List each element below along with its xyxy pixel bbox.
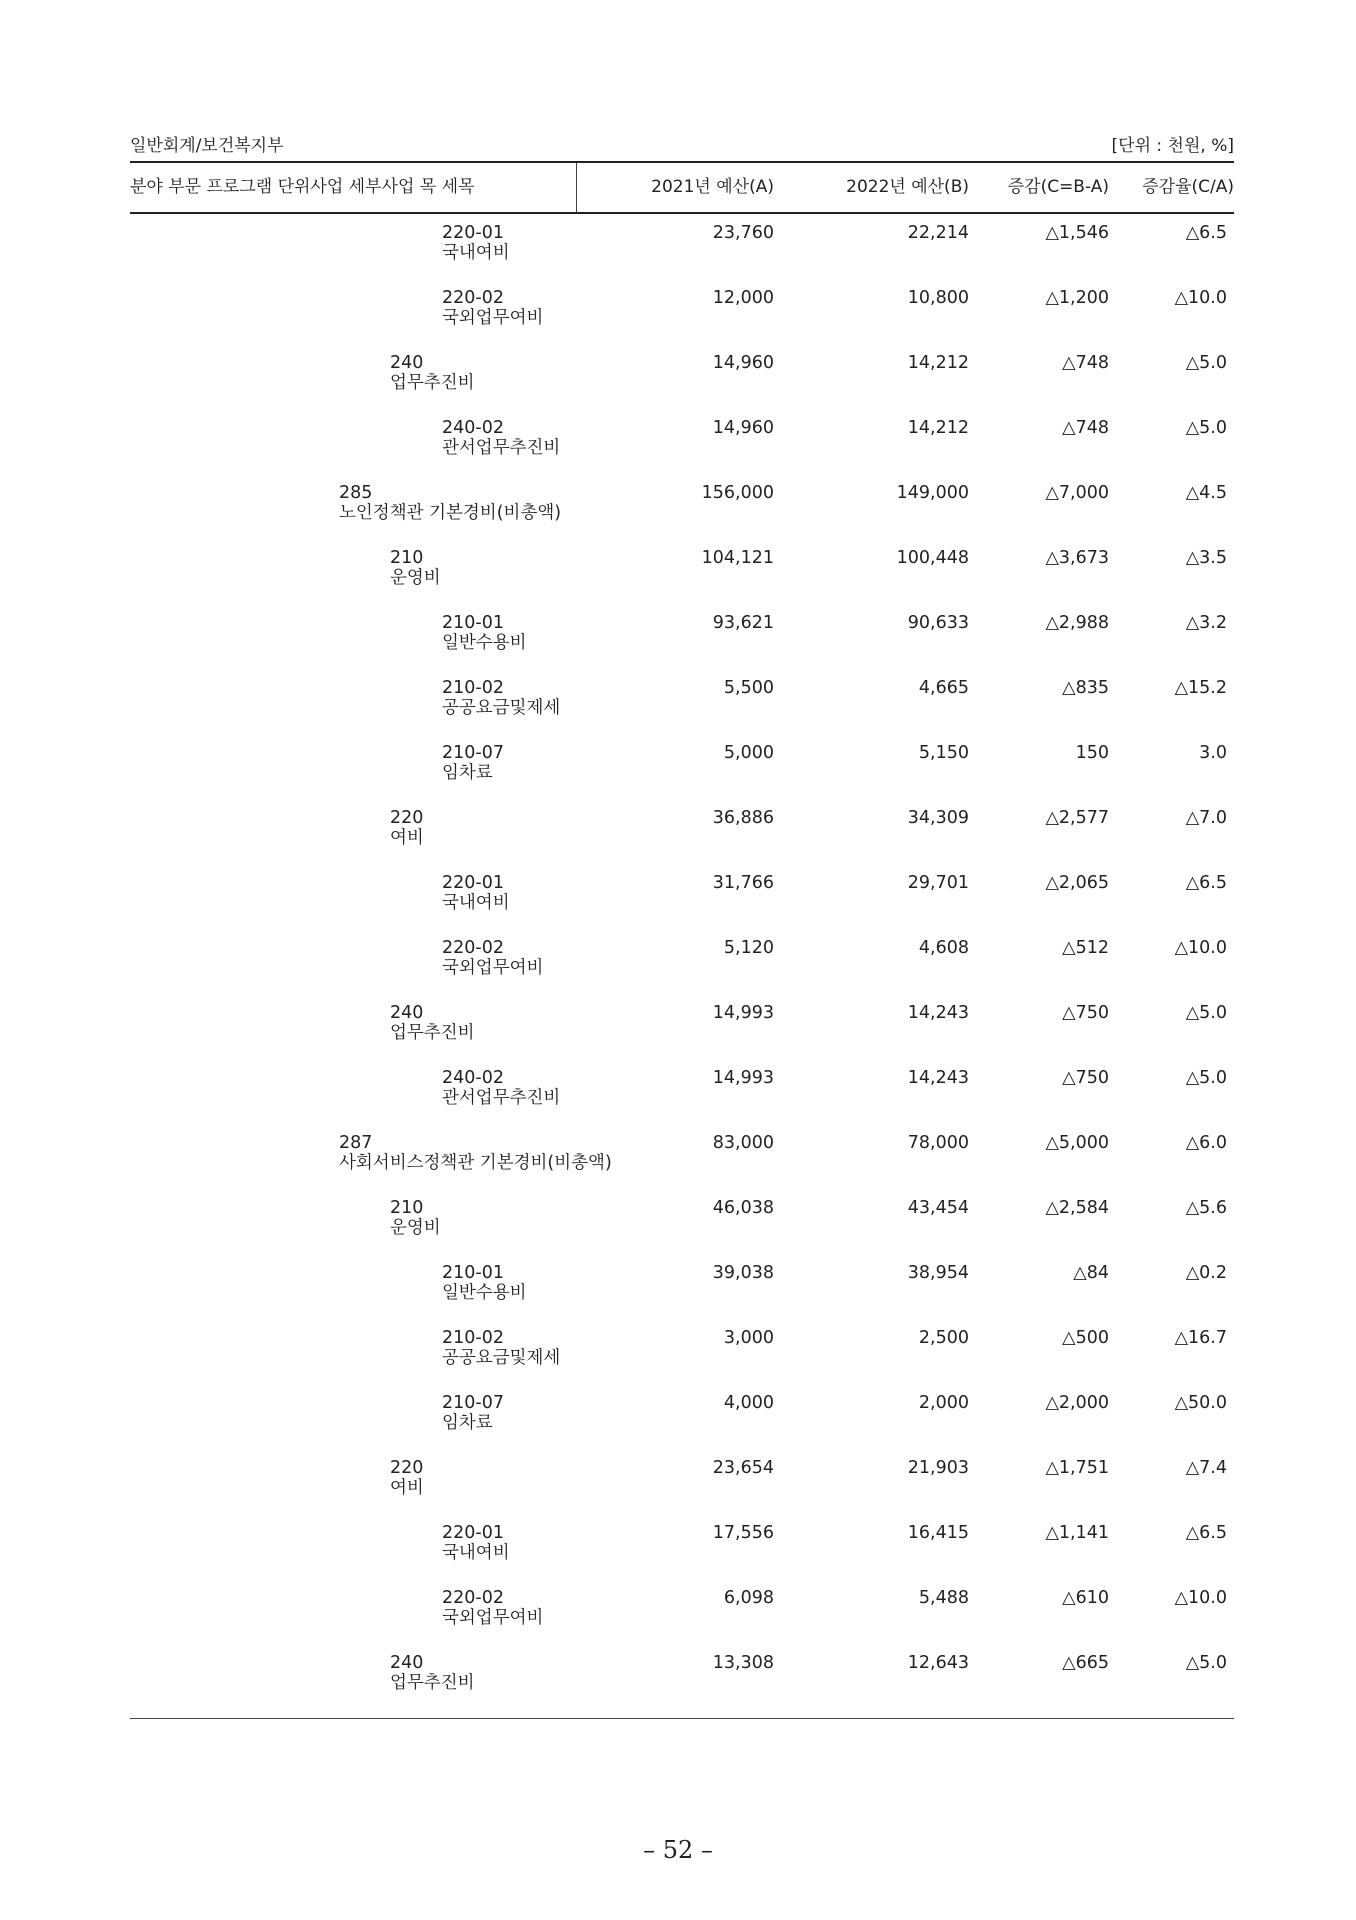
change-rate-cell: △3.5	[1185, 548, 1227, 568]
budget-2022-cell: 43,454	[907, 1198, 969, 1218]
row-label	[390, 548, 441, 588]
budget-2021-cell: 14,960	[712, 353, 774, 373]
table-row	[130, 1317, 1234, 1382]
item-code: 210-07	[442, 1393, 504, 1413]
column-header-budget-2021: 2021년 예산(A)	[651, 177, 774, 197]
table-row	[130, 602, 1234, 667]
item-code: 240	[390, 1003, 424, 1023]
budget-table-body	[130, 212, 1234, 1707]
budget-2022-cell: 4,608	[918, 938, 969, 958]
item-name: 국내여비	[442, 243, 510, 263]
budget-2022-cell: 14,243	[907, 1068, 969, 1088]
item-name: 국외업무여비	[442, 958, 544, 978]
table-row	[130, 1122, 1234, 1187]
table-row	[130, 1447, 1234, 1512]
table-row	[130, 1382, 1234, 1447]
row-label	[442, 418, 560, 458]
budget-2021-cell: 5,000	[723, 743, 774, 763]
item-code: 220-01	[442, 223, 504, 243]
section-title: 일반회계/보건복지부	[130, 136, 284, 156]
table-row	[130, 212, 1234, 277]
item-code: 220-02	[442, 938, 504, 958]
budget-2021-cell: 23,760	[712, 223, 774, 243]
change-cell: △512	[1062, 938, 1109, 958]
row-label	[390, 1003, 475, 1043]
change-cell: △2,000	[1045, 1393, 1109, 1413]
change-cell: △2,988	[1045, 613, 1109, 633]
item-code: 210	[390, 548, 424, 568]
item-code: 287	[339, 1133, 373, 1153]
change-rate-cell: △10.0	[1174, 288, 1227, 308]
item-name: 임차료	[442, 1413, 493, 1433]
item-code: 220-02	[442, 288, 504, 308]
change-cell: △665	[1062, 1653, 1109, 1673]
item-name: 임차료	[442, 763, 493, 783]
change-rate-cell: △6.5	[1185, 1523, 1227, 1543]
unit-label: [단위 : 천원, %]	[1111, 136, 1234, 156]
change-rate-cell: △5.0	[1185, 1653, 1227, 1673]
table-row	[130, 1577, 1234, 1642]
row-label	[390, 353, 475, 393]
row-label	[339, 483, 561, 523]
change-cell: △835	[1062, 678, 1109, 698]
row-label	[442, 1263, 527, 1303]
item-code: 210-01	[442, 613, 504, 633]
budget-2021-cell: 31,766	[712, 873, 774, 893]
item-code: 220-01	[442, 1523, 504, 1543]
table-row	[130, 472, 1234, 537]
table-row	[130, 407, 1234, 472]
change-rate-cell: △5.0	[1185, 418, 1227, 438]
row-label	[442, 1393, 504, 1433]
item-code: 210-07	[442, 743, 504, 763]
change-cell: △2,065	[1045, 873, 1109, 893]
item-code: 240	[390, 353, 424, 373]
change-cell: △2,577	[1045, 808, 1109, 828]
change-rate-cell: △7.0	[1185, 808, 1227, 828]
row-label	[442, 1068, 560, 1108]
row-label	[390, 1653, 475, 1693]
change-cell: △1,751	[1045, 1458, 1109, 1478]
row-label	[442, 678, 560, 718]
table-row	[130, 862, 1234, 927]
change-cell: 150	[1075, 743, 1109, 763]
table-row	[130, 1187, 1234, 1252]
item-code: 240	[390, 1653, 424, 1673]
budget-2021-cell: 36,886	[712, 808, 774, 828]
change-rate-cell: △6.0	[1185, 1133, 1227, 1153]
budget-2022-cell: 2,500	[918, 1328, 969, 1348]
budget-2022-cell: 5,488	[918, 1588, 969, 1608]
item-name: 관서업무추진비	[442, 1088, 561, 1108]
column-divider	[576, 163, 577, 212]
budget-2021-cell: 4,000	[723, 1393, 774, 1413]
table-row	[130, 927, 1234, 992]
budget-2022-cell: 78,000	[907, 1133, 969, 1153]
item-name: 국외업무여비	[442, 308, 544, 328]
table-row	[130, 277, 1234, 342]
table-row	[130, 342, 1234, 407]
row-label	[442, 288, 543, 328]
budget-2021-cell: 3,000	[723, 1328, 774, 1348]
item-name: 국외업무여비	[442, 1608, 544, 1628]
change-cell: △2,584	[1045, 1198, 1109, 1218]
budget-2021-cell: 93,621	[712, 613, 774, 633]
item-code: 210-01	[442, 1263, 504, 1283]
row-label	[442, 938, 543, 978]
item-code: 220-01	[442, 873, 504, 893]
item-name: 공공요금및제세	[442, 1348, 561, 1368]
table-row	[130, 1252, 1234, 1317]
change-cell: △1,141	[1045, 1523, 1109, 1543]
budget-2022-cell: 21,903	[907, 1458, 969, 1478]
budget-2021-cell: 5,500	[723, 678, 774, 698]
budget-2021-cell: 14,960	[712, 418, 774, 438]
table-row	[130, 667, 1234, 732]
budget-2021-cell: 83,000	[712, 1133, 774, 1153]
item-name: 운영비	[390, 1218, 441, 1238]
change-cell: △500	[1062, 1328, 1109, 1348]
table-row	[130, 1512, 1234, 1577]
budget-2021-cell: 39,038	[712, 1263, 774, 1283]
change-rate-cell: △10.0	[1174, 938, 1227, 958]
item-name: 국내여비	[442, 893, 510, 913]
table-row	[130, 732, 1234, 797]
table-column-headers	[130, 163, 1234, 212]
budget-2021-cell: 46,038	[712, 1198, 774, 1218]
change-cell: △750	[1062, 1068, 1109, 1088]
budget-2022-cell: 100,448	[896, 548, 969, 568]
row-label	[339, 1133, 612, 1173]
budget-2022-cell: 5,150	[918, 743, 969, 763]
change-rate-cell: △4.5	[1185, 483, 1227, 503]
budget-2021-cell: 23,654	[712, 1458, 774, 1478]
table-row	[130, 992, 1234, 1057]
budget-2022-cell: 29,701	[907, 873, 969, 893]
item-code: 240-02	[442, 1068, 504, 1088]
item-name: 국내여비	[442, 1543, 510, 1563]
table-row	[130, 1642, 1234, 1707]
row-label	[390, 1458, 424, 1498]
change-rate-cell: △10.0	[1174, 1588, 1227, 1608]
budget-2022-cell: 4,665	[918, 678, 969, 698]
item-name: 일반수용비	[442, 1283, 527, 1303]
item-code: 210-02	[442, 1328, 504, 1348]
item-code: 285	[339, 483, 373, 503]
change-rate-cell: △3.2	[1185, 613, 1227, 633]
item-code: 240-02	[442, 418, 504, 438]
item-code: 220-02	[442, 1588, 504, 1608]
item-name: 일반수용비	[442, 633, 527, 653]
budget-2021-cell: 12,000	[712, 288, 774, 308]
budget-2022-cell: 34,309	[907, 808, 969, 828]
change-rate-cell: △50.0	[1174, 1393, 1227, 1413]
budget-2022-cell: 10,800	[907, 288, 969, 308]
row-label	[442, 1588, 543, 1628]
item-name: 공공요금및제세	[442, 698, 561, 718]
budget-2022-cell: 38,954	[907, 1263, 969, 1283]
table-row	[130, 1057, 1234, 1122]
column-header-change: 증감(C=B-A)	[1007, 177, 1109, 197]
table-row	[130, 797, 1234, 862]
item-name: 운영비	[390, 568, 441, 588]
change-rate-cell: △15.2	[1174, 678, 1227, 698]
item-code: 210-02	[442, 678, 504, 698]
column-header-hierarchy: 분야 부문 프로그램 단위사업 세부사업 목 세목	[130, 177, 475, 197]
item-name: 여비	[390, 828, 424, 848]
page-header	[130, 131, 1234, 161]
item-name: 업무추진비	[390, 373, 475, 393]
column-header-change-rate: 증감율(C/A)	[1142, 177, 1234, 197]
column-header-budget-2022: 2022년 예산(B)	[846, 177, 969, 197]
budget-2022-cell: 90,633	[907, 613, 969, 633]
item-name: 업무추진비	[390, 1023, 475, 1043]
row-label	[442, 223, 510, 263]
change-rate-cell: △5.0	[1185, 353, 1227, 373]
budget-2022-cell: 2,000	[918, 1393, 969, 1413]
change-cell: △84	[1073, 1263, 1109, 1283]
row-label	[442, 613, 527, 653]
budget-2021-cell: 14,993	[712, 1003, 774, 1023]
row-label	[390, 808, 424, 848]
row-label	[442, 873, 510, 913]
change-cell: △1,546	[1045, 223, 1109, 243]
change-rate-cell: △7.4	[1185, 1458, 1227, 1478]
change-rate-cell: △0.2	[1185, 1263, 1227, 1283]
change-cell: △1,200	[1045, 288, 1109, 308]
budget-2022-cell: 16,415	[907, 1523, 969, 1543]
row-label	[442, 1523, 510, 1563]
budget-2021-cell: 6,098	[723, 1588, 774, 1608]
change-cell: △7,000	[1045, 483, 1109, 503]
change-cell: △3,673	[1045, 548, 1109, 568]
budget-2022-cell: 14,243	[907, 1003, 969, 1023]
item-name: 노인정책관 기본경비(비총액)	[339, 503, 562, 523]
item-code: 220	[390, 808, 424, 828]
item-code: 210	[390, 1198, 424, 1218]
budget-2021-cell: 5,120	[723, 938, 774, 958]
change-cell: △748	[1062, 353, 1109, 373]
change-rate-cell: △6.5	[1185, 873, 1227, 893]
change-rate-cell: △16.7	[1174, 1328, 1227, 1348]
budget-2021-cell: 14,993	[712, 1068, 774, 1088]
table-row	[130, 537, 1234, 602]
budget-2022-cell: 14,212	[907, 353, 969, 373]
item-name: 업무추진비	[390, 1673, 475, 1693]
item-code: 220	[390, 1458, 424, 1478]
change-rate-cell: △5.0	[1185, 1003, 1227, 1023]
budget-2022-cell: 12,643	[907, 1653, 969, 1673]
table-bottom-rule	[130, 1718, 1234, 1719]
change-rate-cell: △5.6	[1185, 1198, 1227, 1218]
item-name: 여비	[390, 1478, 424, 1498]
row-label	[442, 1328, 560, 1368]
budget-2022-cell: 149,000	[896, 483, 969, 503]
change-rate-cell: 3.0	[1199, 743, 1227, 763]
budget-2022-cell: 22,214	[907, 223, 969, 243]
item-name: 사회서비스정책관 기본경비(비총액)	[339, 1153, 612, 1173]
budget-2022-cell: 14,212	[907, 418, 969, 438]
change-cell: △748	[1062, 418, 1109, 438]
change-cell: △750	[1062, 1003, 1109, 1023]
item-name: 관서업무추진비	[442, 438, 561, 458]
page-number: – 52 –	[643, 1836, 713, 1864]
change-cell: △610	[1062, 1588, 1109, 1608]
budget-2021-cell: 104,121	[701, 548, 774, 568]
change-cell: △5,000	[1045, 1133, 1109, 1153]
row-label	[442, 743, 504, 783]
budget-2021-cell: 17,556	[712, 1523, 774, 1543]
change-rate-cell: △6.5	[1185, 223, 1227, 243]
row-label	[390, 1198, 441, 1238]
change-rate-cell: △5.0	[1185, 1068, 1227, 1088]
budget-2021-cell: 13,308	[712, 1653, 774, 1673]
budget-2021-cell: 156,000	[701, 483, 774, 503]
